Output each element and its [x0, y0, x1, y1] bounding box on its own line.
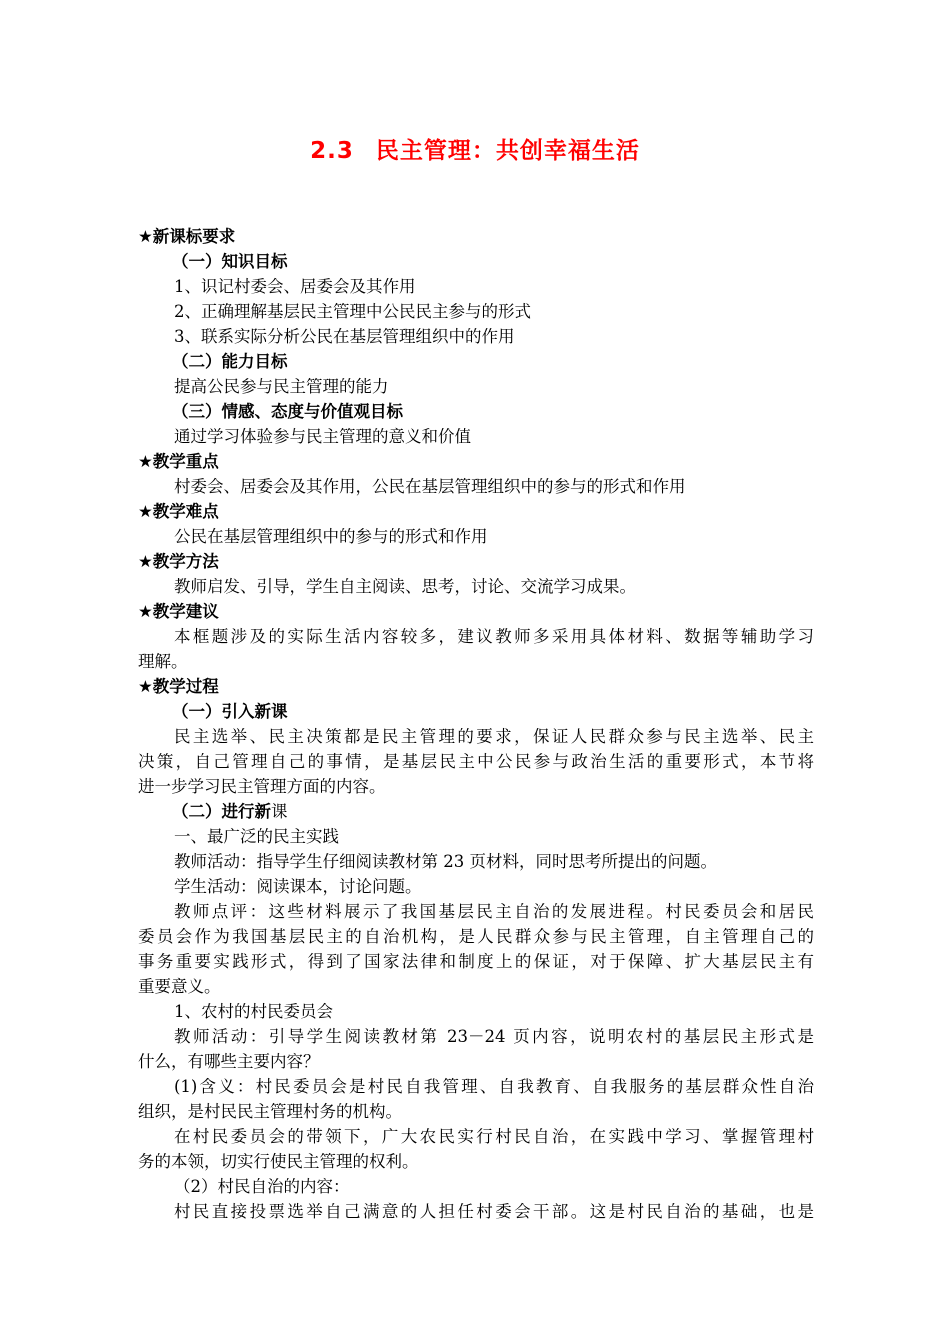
- heading-difficult-points: ★教学难点: [138, 502, 219, 521]
- body-line: 公民在基层管理组织中的参与的形式和作用: [174, 527, 488, 546]
- heading-teaching-process: ★教学过程: [138, 677, 219, 696]
- body-line: 本框题涉及的实际生活内容较多，建议教师多采用具体材料、数据等辅助学习: [174, 627, 814, 646]
- heading-key-points: ★教学重点: [138, 452, 219, 471]
- subheading-introduction: （一）引入新课: [172, 702, 288, 721]
- subheading-knowledge-goals: （一）知识目标: [172, 252, 288, 271]
- heading-teaching-methods: ★教学方法: [138, 552, 219, 571]
- body-line: 教师点评：这些材料展示了我国基层民主自治的发展进程。村民委员会和居民: [174, 902, 814, 921]
- body-line: 进一步学习民主管理方面的内容。: [138, 777, 386, 796]
- goal-item: 2、正确理解基层民主管理中公民民主参与的形式: [174, 302, 531, 321]
- body-line: 委员会作为我国基层民主的自治机构，是人民群众参与民主管理，自主管理自己的: [138, 927, 814, 946]
- body-line: 重要意义。: [138, 977, 221, 996]
- body-line: 通过学习体验参与民主管理的意义和价值: [174, 427, 471, 446]
- body-line: 教师活动：引导学生阅读教材第 23－24 页内容，说明农村的基层民主形式是: [174, 1027, 814, 1046]
- body-line: (1)含义：村民委员会是村民自我管理、自我教育、自我服务的基层群众性自治: [174, 1077, 814, 1096]
- body-line: 1、农村的村民委员会: [174, 1002, 333, 1021]
- goal-item: 1、识记村委会、居委会及其作用: [174, 277, 416, 296]
- body-line: 村委会、居委会及其作用，公民在基层管理组织中的参与的形式和作用: [174, 477, 686, 496]
- body-line: 理解。: [138, 652, 188, 671]
- body-line: 组织，是村民民主管理村务的机构。: [138, 1102, 402, 1121]
- body-line: 提高公民参与民主管理的能力: [174, 377, 389, 396]
- body-line: （2）村民自治的内容：: [174, 1177, 350, 1196]
- document-title: [0, 132, 950, 165]
- subheading-new-lesson: [172, 799, 852, 824]
- subheading-ability-goals: （二）能力目标: [172, 352, 288, 371]
- goal-item: 3、联系实际分析公民在基层管理组织中的作用: [174, 327, 515, 346]
- section-number: 2.3: [310, 138, 354, 164]
- body-line: 教师活动：指导学生仔细阅读教材第 23 页材料，同时思考所提出的问题。: [174, 852, 717, 871]
- body-line: 学生活动：阅读课本，讨论问题。: [174, 877, 422, 896]
- body-line: 教师启发、引导，学生自主阅读、思考，讨论、交流学习成果。: [174, 577, 636, 596]
- heading-teaching-suggestions: ★教学建议: [138, 602, 219, 621]
- body-line: 什么，有哪些主要内容？: [138, 1052, 320, 1071]
- heading-curriculum-requirements: ★新课标要求: [138, 227, 236, 246]
- body-line: 决策，自己管理自己的事情，是基层民主中公民参与政治生活的重要形式，本节将: [138, 752, 814, 771]
- body-line: 务的本领，切实行使民主管理的权利。: [138, 1152, 419, 1171]
- subheading-values-goals: （三）情感、态度与价值观目标: [172, 402, 403, 421]
- subheading-new-lesson-bold: （二）进行新: [172, 802, 271, 821]
- body-line: 民主选举、民主决策都是民主管理的要求，保证人民群众参与民主选举、民主: [174, 727, 814, 746]
- body-line: 在村民委员会的带领下，广大农民实行村民自治，在实践中学习、掌握管理村: [174, 1127, 814, 1146]
- subheading-new-lesson-tail: 课: [271, 802, 288, 821]
- body-line: 一、最广泛的民主实践: [174, 827, 339, 846]
- title-text: 民主管理：共创幸福生活: [375, 138, 640, 164]
- body-line: 村民直接投票选举自己满意的人担任村委会干部。这是村民自治的基础，也是: [174, 1202, 814, 1221]
- body-line: 事务重要实践形式，得到了国家法律和制度上的保证，对于保障、扩大基层民主有: [138, 952, 814, 971]
